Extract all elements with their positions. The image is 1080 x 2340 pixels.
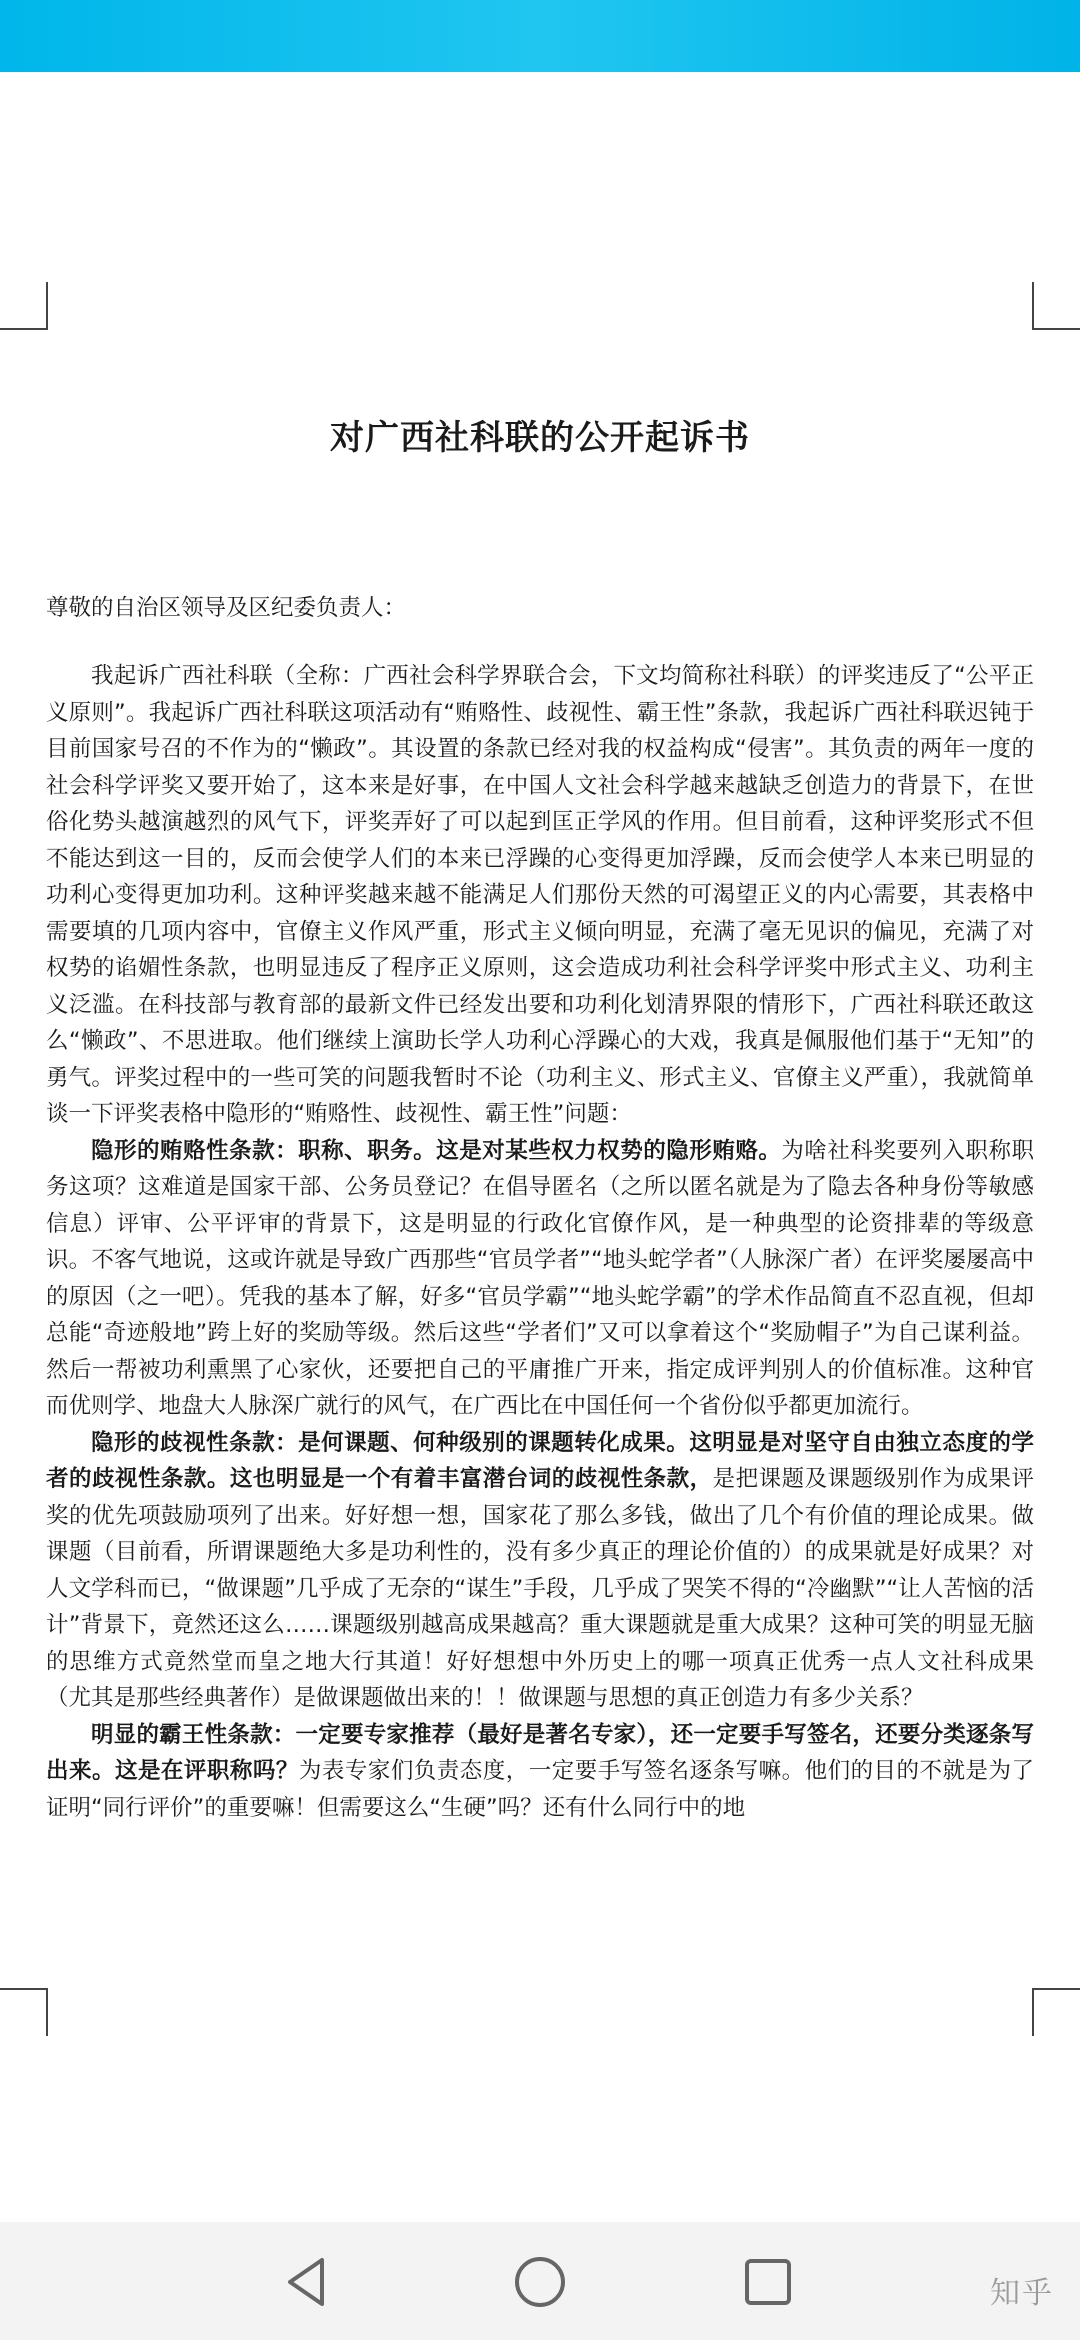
salutation: 尊敬的自治区领导及区纪委负责人： xyxy=(46,595,407,621)
crop-mark-bottom-left xyxy=(0,1988,48,2036)
crop-mark-bottom-right xyxy=(1032,1988,1080,2036)
recent-apps-icon[interactable] xyxy=(738,2252,798,2312)
home-icon[interactable] xyxy=(510,2252,570,2312)
paragraph-4 xyxy=(46,1717,1034,1827)
crop-mark-top-left xyxy=(0,282,48,330)
paragraph-4-bold: 明显的霸王性条款：一定要专家推荐（最好是著名专家），还一定要手写签名，还要分类逐条写出来。这是在评职称吗？ xyxy=(46,1721,1034,1784)
paragraph-3-bold: 隐形的歧视性条款：是何课题、何种级别的课题转化成果。这明显是对坚守自由独立态度的学者的歧视性条款。这也明显是一个有着丰富潜台词的歧视性条款， xyxy=(46,1429,1034,1492)
paragraph-2-bold: 隐形的贿赂性条款：职称、职务。这是对某些权力权势的隐形贿赂。 xyxy=(91,1137,782,1164)
document-title: 对广西社科联的公开起诉书 xyxy=(330,418,750,458)
paragraph-4-text: 为表专家们负责态度，一定要手写签名逐条写嘛。他们的目的不就是为了证明“同行评价”的重要嘛！但需要这么“生硬”吗？还有什么同行中的地 xyxy=(46,1758,1034,1821)
paragraph-3 xyxy=(46,1425,1034,1717)
paragraph-1: 我起诉广西社科联（全称：广西社会科学界联合会，下文均简称社科联）的评奖违反了“公平正义原则”。我起诉广西社科联这项活动有“贿赂性、歧视性、霸王性”条款，我起诉广西社科联迟钝于目前国家号召的不作为的“懒政”。其设置的条款已经对我的权益构成“侵害”。其负责的两年一度的社会科学评奖又要开始了，这本来是好事，在中国人文社会科学越来越缺乏创造力的背景下，在世俗化势头越演越烈的风气下，评奖弄好了可以起到匡正学风的作用。但目前看，这种评奖形式不但不能达到这一目的，反而会使学人们的本来已浮躁的心变得更加浮躁，反而会使学人本来已明显的功利心变得更加功利。这种评奖越来越不能满足人们那份天然的可渴望正义的内心需要，其表格中需要填的几项内容中，官僚主义作风严重，形式主义倾向明显，充满了毫无见识的偏见，充满了对权势的谄媚性条款，也明显违反了程序正义原则，这会造成功利社会科学评奖中形式主义、功利主义泛滥。在科技部与教育部的最新文件已经发出要和功利化划清界限的情形下，广西社科联还敢这么“懒政”、不思进取。他们继续上演助长学人功利心浮躁心的大戏，我真是佩服他们基于“无知”的勇气。评奖过程中的一些可笑的问题我暂时不论（功利主义、形式主义、官僚主义严重），我就简单谈一下评奖表格中隐形的“贿赂性、歧视性、霸王性”问题： xyxy=(46,663,1034,1127)
status-bar xyxy=(0,0,1080,72)
document-body xyxy=(46,658,1034,1826)
paragraph-3-text: 是把课题及课题级别作为成果评奖的优先项鼓励项列了出来。好好想一想，国家花了那么多钱，做出了几个有价值的理论成果。做课题（目前看，所谓课题绝大多是功利性的，没有多少真正的理论价值的）的成果就是好成果？对人文学科而已，“做课题”几乎成了无奈的“谋生”手段，几乎成了哭笑不得的“冷幽默”“让人苦恼的活计”背景下，竟然还这么……课题级别越高成果越高？重大课题就是重大成果？这种可笑的明显无脑的思维方式竟然堂而皇之地大行其道！好好想想中外历史上的哪一项真正优秀一点人文社科成果（尤其是那些经典著作）是做课题做出来的！！做课题与思想的真正创造力有多少关系？ xyxy=(46,1466,1034,1711)
crop-mark-top-right xyxy=(1032,282,1080,330)
navigation-bar xyxy=(0,2222,1080,2340)
paragraph-2-text: 为啥社科奖要列入职称职务这项？这难道是国家干部、公务员登记？在倡导匿名（之所以匿名就是为了隐去各种身份等敏感信息）评审、公平评审的背景下，这是明显的行政化官僚作风，是一种典型的论资排辈的等级意识。不客气地说，这或许就是导致广西那些“官员学者”“地头蛇学者”（人脉深广者）在评奖屡屡高中的原因（之一吧）。凭我的基本了解，好多“官员学霸”“地头蛇学霸”的学术作品简直不忍直视，但却总能“奇迹般地”跨上好的奖励等级。然后这些“学者们”又可以拿着这个“奖励帽子”为自己谋利益。然后一帮被功利熏黑了心家伙，还要把自己的平庸推广开来，指定成评判别人的价值标准。这种官而优则学、地盘大人脉深广就行的风气，在广西比在中国任何一个省份似乎都更加流行。 xyxy=(46,1137,1034,1419)
zhihu-watermark: 知乎 xyxy=(990,2276,1054,2311)
back-icon[interactable] xyxy=(278,2252,338,2312)
paragraph-2 xyxy=(46,1133,1034,1425)
